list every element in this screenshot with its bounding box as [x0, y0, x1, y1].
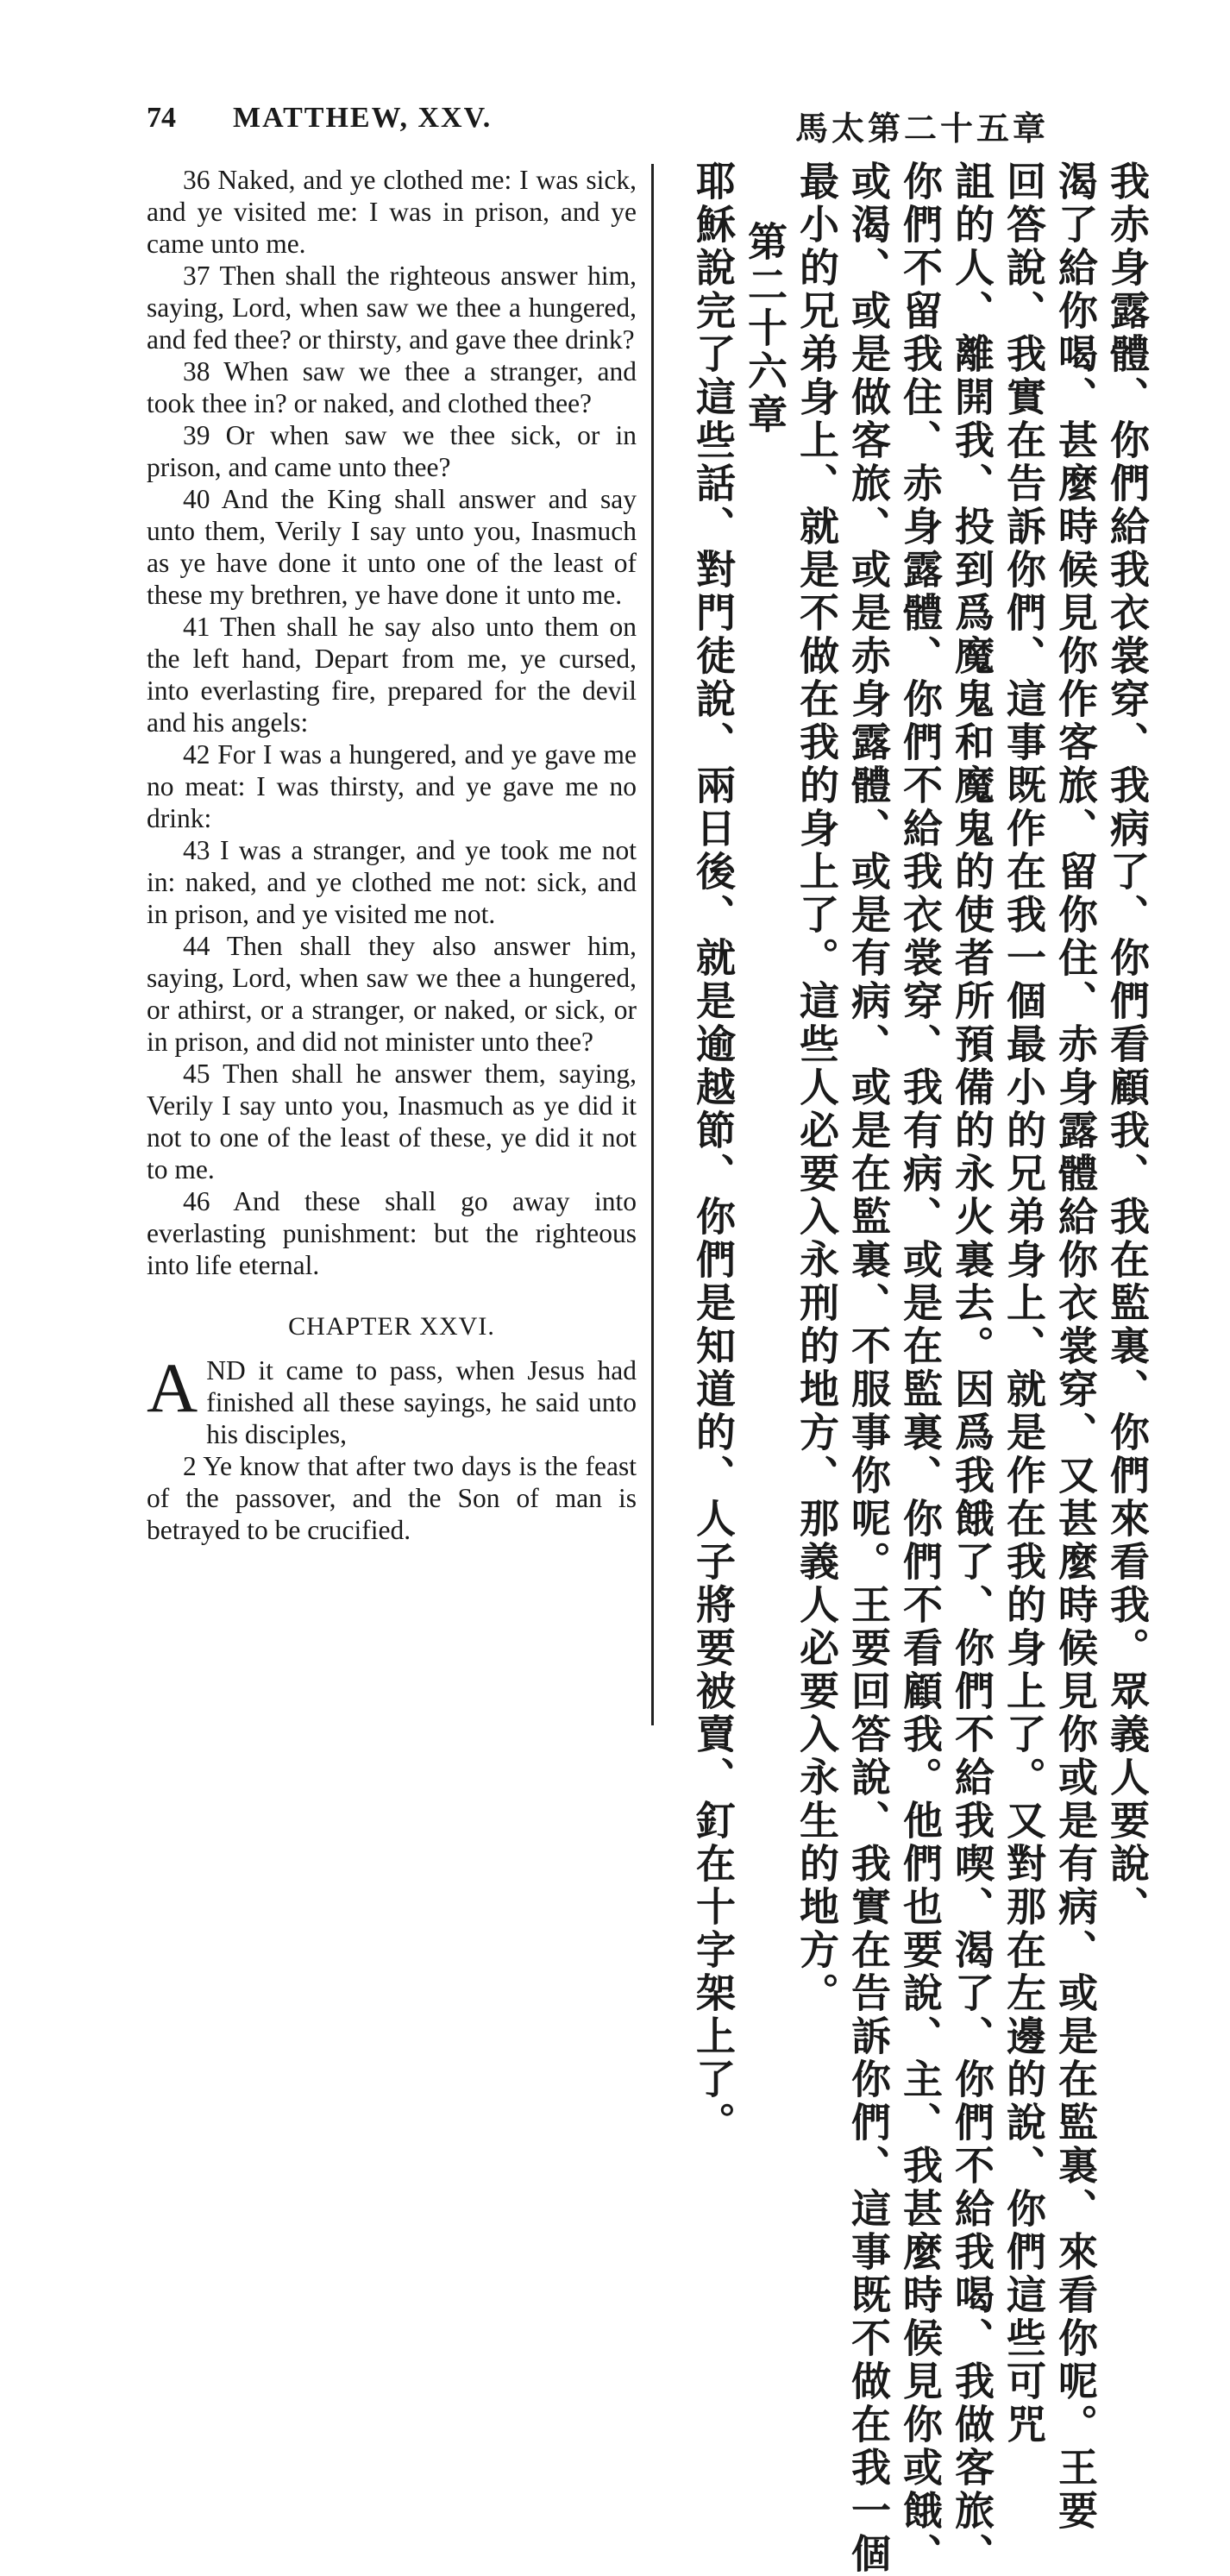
chinese-line-4: 詛的人、離開我、投到爲魔鬼和魔鬼的使者所預備的永火裏去。因爲我餓了、你們不給我喫、渴了、你們不給我喝、我做客旅、 [949, 160, 995, 2576]
verse-43: 43 I was a stranger, and ye took me not in: naked, and ye clothed me not: sick, and in prison, and ye visited me not. [147, 835, 637, 929]
chinese-line-2: 渴了給你喝、甚麼時候見你作客旅、留你住、赤身露體給你衣裳穿、又甚麼時候見你或是有病、或是在監裏、來看你呢。王要 [1052, 160, 1099, 2533]
chinese-chapter-heading: 第二十六章 [742, 221, 788, 437]
column-divider [651, 164, 654, 1725]
chinese-line-1: 我赤身露體、你們給我衣裳穿、我病了、你們看顧我、我在監裏、你們來看我。眾義人要說、 [1104, 160, 1151, 1929]
verse-40: 40 And the King shall answer and say unto them, Verily I say unto you, Inasmuch as ye have done it unto one of the least of these my brethren, ye have done it unto me. [147, 484, 637, 610]
verse-46: 46 And these shall go away into everlasting punishment: but the righteous into life eternal. [147, 1186, 637, 1280]
verse-36: 36 Naked, and ye clothed me: I was sick, and ye visited me: I was in prison, and ye came unto me. [147, 165, 637, 259]
drop-cap: A [147, 1348, 198, 1427]
chinese-line-7: 最小的兄弟身上、就是不做在我的身上了。這些人必要入永刑的地方、那義人必要入永生的地方。 [794, 160, 840, 2015]
verse-42: 42 For I was a hungered, and ye gave me no meat: I was thirsty, and ye gave me no drink: [147, 739, 637, 833]
chinese-text-column [681, 160, 1151, 2576]
chinese-line-6: 或渴、或是做客旅、或是赤身露體、或是有病、或是在監裏、不服事你呢。王要回答說、我實在告訴你們、這事既不做在我一個 [845, 160, 892, 2576]
chinese-line-5: 你們不留我住、赤身露體、你們不給我衣裳穿、我有病、或是在監裏、你們不看顧我。他們也要說、主、我甚麼時候見你或餓、 [897, 160, 944, 2576]
running-head-english: MATTHEW, XXV. [233, 102, 493, 134]
chinese-line-3: 回答說、我實在告訴你們、這事既作在我一個最小的兄弟身上、就是作在我的身上了。又對那在左邊的說、你們這些可咒 [1001, 160, 1047, 2447]
verse-41: 41 Then shall he say also unto them on the left hand, Depart from me, ye cursed, into everlasting fire, prepared for the devil and his angels: [147, 612, 637, 738]
chapter-heading: CHAPTER XXVI. [288, 1312, 495, 1341]
running-head-chinese: 馬太第二十五章 [794, 111, 1049, 148]
english-text-column [147, 164, 637, 1546]
verse-45: 45 Then shall he answer them, saying, Verily I say unto you, Inasmuch as ye did it not to one of the least of these, ye did it not to me. [147, 1059, 637, 1184]
page-header [147, 102, 1049, 154]
page-number: 74 [147, 102, 176, 134]
verse-38: 38 When saw we thee a stranger, and took thee in? or naked, and clothed thee? [147, 356, 637, 418]
chinese-line-9: 耶穌說完了這些話、對門徒說、兩日後、就是逾越節、你們是知道的、人子將要被賣、釘在十字架上了。 [690, 160, 737, 2145]
opening-text: ND it came to pass, when Jesus had finished all these sayings, he said unto his disciples, [206, 1355, 637, 1449]
verse-44: 44 Then shall they also answer him, saying, Lord, when saw we thee a hungered, or athirst, or a stranger, or naked, or sick, or in prison, and did not minister unto thee? [147, 931, 637, 1057]
chapter-26-verse-1 [147, 1348, 637, 1450]
verse-37: 37 Then shall the righteous answer him, saying, Lord, when saw we thee a hungered, and fed thee? or thirsty, and gave thee drink? [147, 261, 637, 355]
chapter-26-verse-2: 2 Ye know that after two days is the feast of the passover, and the Son of man is betrayed to be crucified. [147, 1451, 637, 1545]
verse-39: 39 Or when saw we thee sick, or in prison, and came unto thee? [147, 420, 637, 482]
